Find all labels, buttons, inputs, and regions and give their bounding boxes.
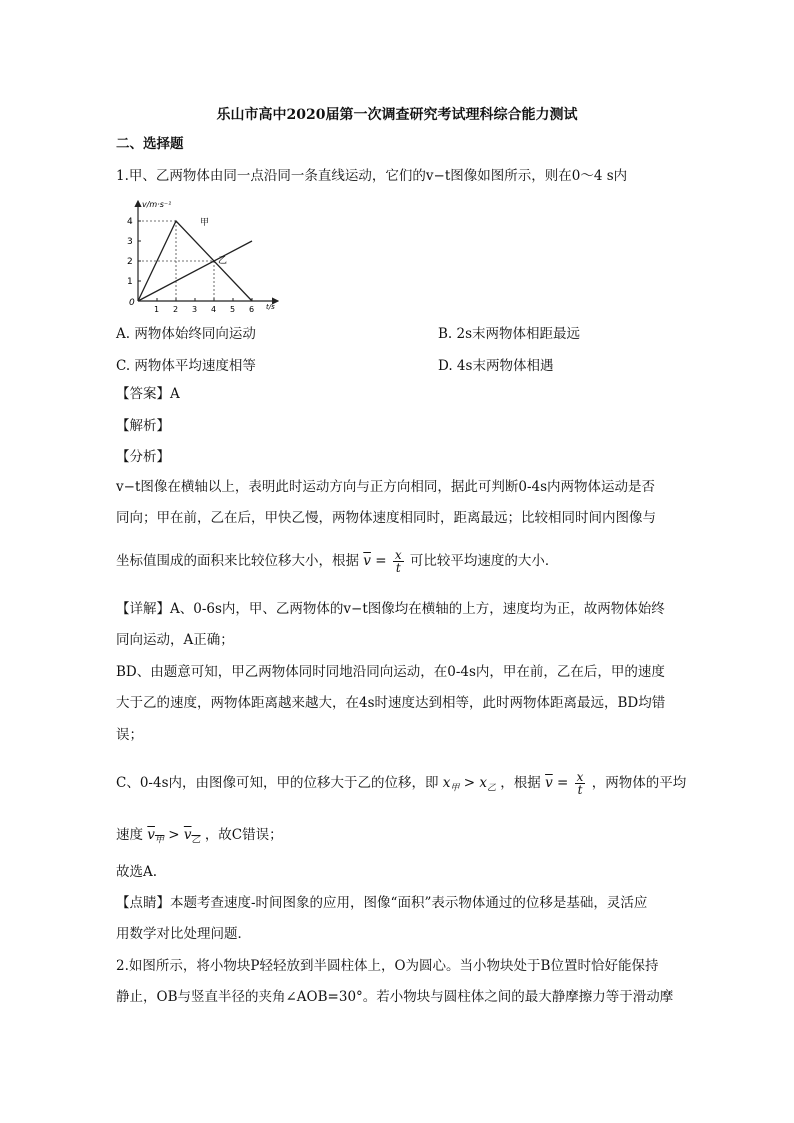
q2-line-1: 2.如图所示，将小物块P轻轻放到半圆柱体上，O为圆心。当小物块处于B位置时恰好能保持	[116, 958, 659, 974]
c-line-1-text-b: ，根据	[500, 775, 541, 791]
bd-line-3: 误；	[116, 727, 143, 743]
vbar-symbol: $\overline{v}$	[363, 553, 371, 569]
c-line-2-text-b: ，故C错误；	[204, 827, 283, 843]
gt-sign-2: >	[168, 827, 180, 843]
q2-line-2: 静止，OB与竖直半径的夹角∠AOB=30°。若小物块与圆柱体之间的最大静摩擦力等于滑动摩	[116, 989, 674, 1005]
dianjing-line-2: 用数学对比处理问题．	[116, 926, 251, 942]
jiexi-heading: 【解析】	[116, 418, 170, 434]
y-tick-label: 3	[127, 237, 133, 247]
gt-sign: >	[463, 775, 476, 791]
x-tick-label: 1	[154, 305, 160, 314]
c-line-1	[116, 771, 686, 798]
guxuan: 故选A.	[116, 864, 158, 880]
fenxi-line-3	[116, 549, 558, 574]
x-yi: $x_乙$	[479, 775, 496, 794]
x-tick-label: 5	[230, 305, 236, 314]
x-tick-label: 3	[192, 305, 198, 314]
x-axis-label: t/s	[266, 303, 275, 311]
x-jia: $x_甲$	[442, 775, 460, 794]
page-title: 乐山市高中2020届第一次调查研究考试理科综合能力测试	[216, 107, 578, 123]
xiangjie-line-1: 【详解】A、0-6s内，甲、乙两物体的v−t图像均在横轴的上方，速度均为正，故两物体始终	[116, 601, 665, 617]
fenxi-line-3-text-b: 可比较平均速度的大小．	[409, 553, 559, 569]
series-label-yi: 乙	[218, 256, 228, 266]
fraction-x-over-t: $\frac{x}{t}$	[394, 548, 402, 575]
xiangjie-line-2: 同向运动，A正确；	[116, 632, 234, 648]
answer: 【答案】A	[116, 386, 180, 402]
fraction-x-over-t-2: $\frac{x}{t}$	[576, 770, 584, 797]
fenxi-line-1: v−t图像在横轴以上，表明此时运动方向与正方向相同，据此可判断0-4s内两物体运动是否	[116, 479, 656, 495]
origin-label: 0	[129, 298, 135, 308]
c-line-1-text-a: C、0-4s内，由图像可知，甲的位移大于乙的位移，即	[116, 775, 439, 791]
option-c[interactable]: C. 两物体平均速度相等	[116, 358, 256, 374]
option-d[interactable]: D. 4s末两物体相遇	[438, 358, 554, 374]
series-line-1	[138, 241, 252, 301]
equals-sign-2: =	[557, 775, 569, 791]
series-label-jia: 甲	[200, 218, 210, 228]
y-tick-label: 1	[127, 277, 133, 287]
bd-line-2: 大于乙的速度，两物体距离越来越大，在4s时速度达到相等，此时两物体距离最远，BD均错	[116, 695, 666, 711]
equals-sign: =	[375, 553, 387, 569]
c-line-2	[116, 826, 283, 850]
option-b[interactable]: B. 2s末两物体相距最远	[438, 326, 581, 342]
section-heading: 二、选择题	[116, 136, 184, 152]
fenxi-line-3-text-a: 坐标值围成的面积来比较位移大小，根据	[116, 553, 359, 569]
vt-graph	[118, 195, 288, 315]
vbar-symbol-2: $\overline{v}$	[545, 775, 553, 791]
x-tick-label: 4	[211, 305, 217, 314]
y-tick-label: 2	[127, 257, 133, 267]
vbar-jia: $v_甲$	[147, 827, 164, 846]
dianjing-line-1: 【点睛】本题考查速度-时间图象的应用，图像“面积”表示物体通过的位移是基础，灵活应	[116, 895, 648, 911]
fenxi-line-2: 同向；甲在前，乙在后，甲快乙慢，两物体速度相同时，距离最远；比较相同时间内图像与	[116, 510, 656, 526]
x-tick-label: 6	[249, 305, 255, 314]
c-line-1-text-c: ，两物体的平均	[591, 775, 687, 791]
y-axis-label: v/m·s⁻¹	[142, 200, 172, 209]
c-line-2-text-a: 速度	[116, 827, 143, 843]
x-tick-label: 2	[173, 305, 179, 314]
bd-line-1: BD、由题意可知，甲乙两物体同时同地沿同向运动，在0-4s内，甲在前，乙在后，甲的速度	[116, 664, 665, 680]
q1-stem: 1.甲、乙两物体由同一点沿同一条直线运动，它们的v−t图像如图所示，则在0～4 s内	[116, 168, 628, 184]
option-a[interactable]: A. 两物体始终同向运动	[116, 326, 256, 342]
y-tick-label: 4	[127, 217, 133, 227]
fenxi-heading: 【分析】	[116, 449, 170, 465]
vbar-yi: $v_乙$	[183, 827, 201, 846]
